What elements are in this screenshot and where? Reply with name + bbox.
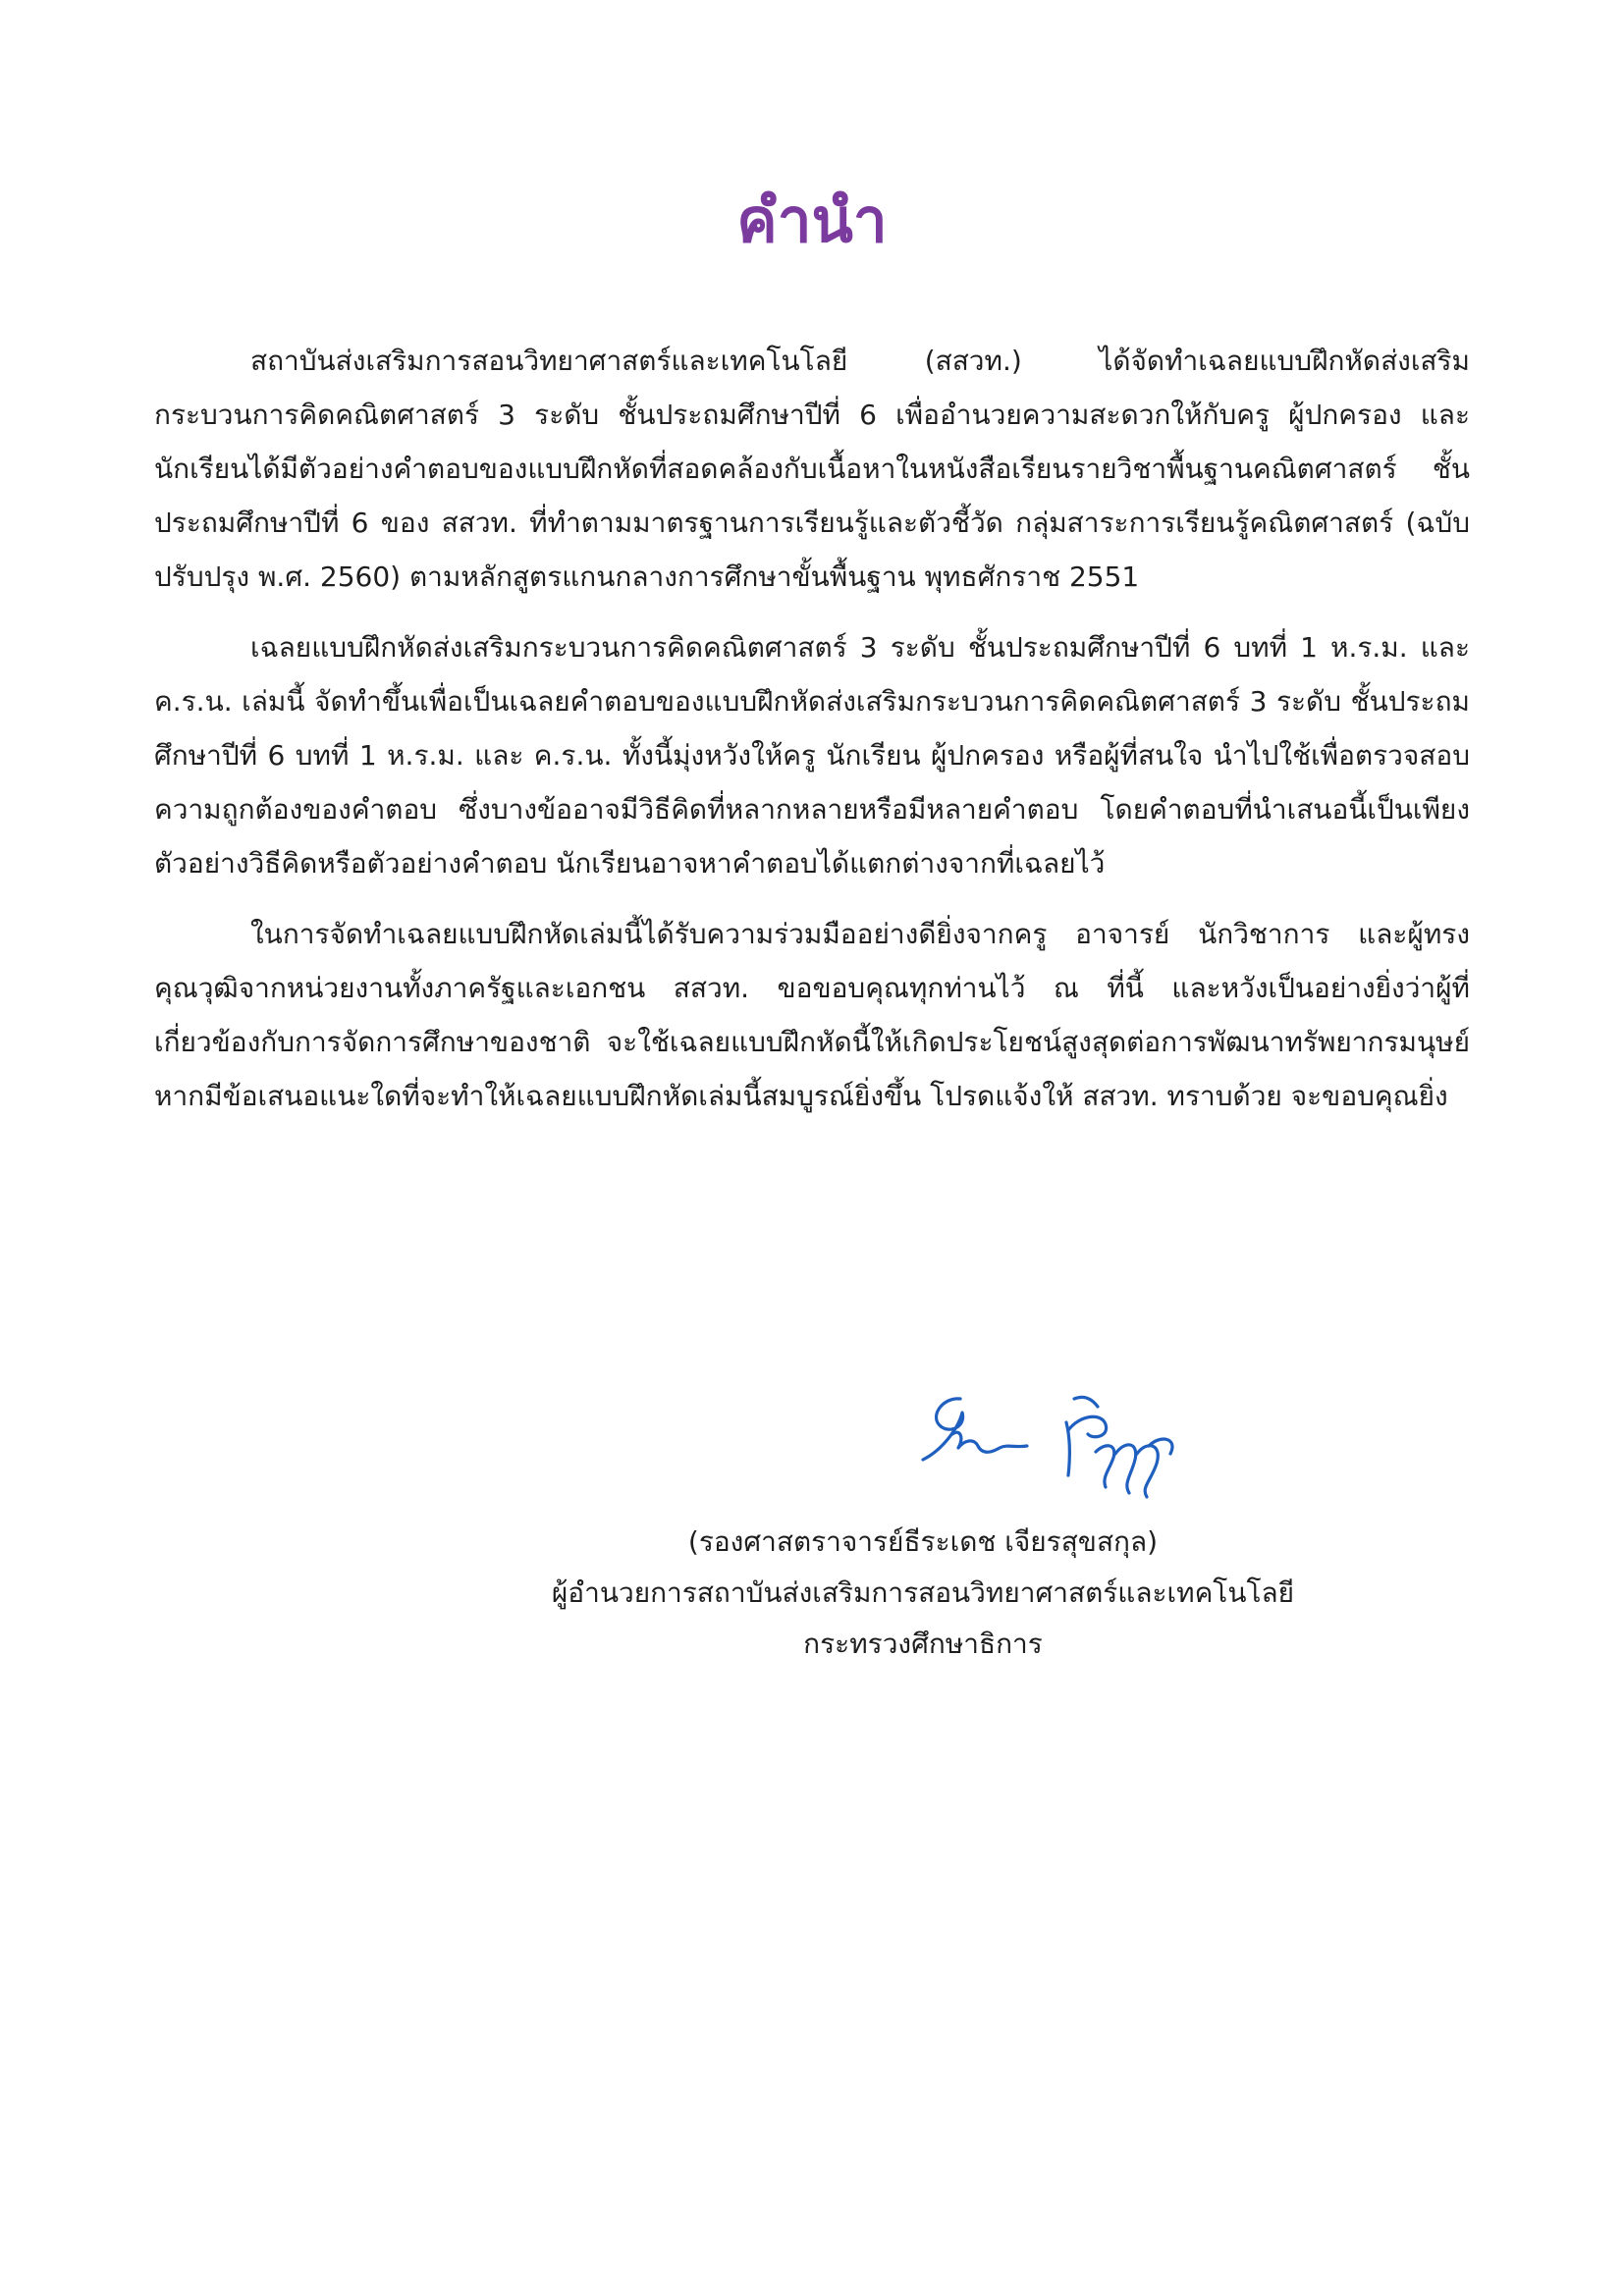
signer-name: (รองศาสตราจารย์ธีระเดช เจียรสุขสกุล) [687, 1525, 1159, 1558]
paragraph-3: ในการจัดทำเฉลยแบบฝึกหัดเล่มนี้ได้รับความร่วมมืออย่างดียิ่งจากครู อาจารย์ นักวิชาการ และผู้ทรงคุณวุฒิจากหน่วยงานทั้งภาครัฐและเอกชน สสวท. ขอขอบคุณทุกท่านไว้ ณ ที่นี้ และหวังเป็นอย่างยิ่งว่าผู้ที่เกี่ยวข้องกับการจัดการศึกษาของชาติ จะใช้เฉลยแบบฝึกหัดนี้ให้เกิดประโยชน์สูงสุดต่อการพัฒนาทรัพยากรมนุษย์ หากมีข้อเสนอแนะใดที่จะทำให้เฉลยแบบฝึกหัดเล่มนี้สมบูรณ์ยิ่งขึ้น โปรดแจ้งให้ สสวท. ทราบด้วย จะขอบคุณยิ่ง [154, 918, 1470, 1112]
signer-organization: กระทรวงศึกษาธิการ [803, 1628, 1043, 1660]
signer-position: ผู้อำนวยการสถาบันส่งเสริมการสอนวิทยาศาสตร์และเทคโนโลยี [551, 1576, 1295, 1609]
signature-image [884, 1369, 1218, 1507]
page-title: คำนำ [736, 185, 888, 256]
signer-block [550, 1517, 1296, 1670]
preface-body [154, 334, 1470, 1140]
paragraph-1: สถาบันส่งเสริมการสอนวิทยาศาสตร์และเทคโนโลยี (สสวท.) ได้จัดทำเฉลยแบบฝึกหัดส่งเสริมกระบวนการคิดคณิตศาสตร์ 3 ระดับ ชั้นประถมศึกษาปีที่ 6 เพื่ออำนวยความสะดวกให้กับครู ผู้ปกครอง และนักเรียนได้มีตัวอย่างคำตอบของแบบฝึกหัดที่สอดคล้องกับเนื้อหาในหนังสือเรียนรายวิชาพื้นฐานคณิตศาสตร์ ชั้นประถมศึกษาปีที่ 6 ของ สสวท. ที่ทำตามมาตรฐานการเรียนรู้และตัวชี้วัด กลุ่มสาระการเรียนรู้คณิตศาสตร์ (ฉบับปรับปรุง พ.ศ. 2560) ตามหลักสูตรแกนกลางการศึกษาขั้นพื้นฐาน พุทธศักราช 2551 [154, 345, 1470, 593]
paragraph-2: เฉลยแบบฝึกหัดส่งเสริมกระบวนการคิดคณิตศาสตร์ 3 ระดับ ชั้นประถมศึกษาปีที่ 6 บทที่ 1 ห.ร.ม. และ ค.ร.น. เล่มนี้ จัดทำขึ้นเพื่อเป็นเฉลยคำตอบของแบบฝึกหัดส่งเสริมกระบวนการคิดคณิตศาสตร์ 3 ระดับ ชั้นประถมศึกษาปีที่ 6 บทที่ 1 ห.ร.ม. และ ค.ร.น. ทั้งนี้มุ่งหวังให้ครู นักเรียน ผู้ปกครอง หรือผู้ที่สนใจ นำไปใช้เพื่อตรวจสอบความถูกต้องของคำตอบ ซึ่งบางข้ออาจมีวิธีคิดที่หลากหลายหรือมีหลายคำตอบ โดยคำตอบที่นำเสนอนี้เป็นเพียงตัวอย่างวิธีคิดหรือตัวอย่างคำตอบ นักเรียนอาจหาคำตอบได้แตกต่างจากที่เฉลยไว้ [154, 631, 1470, 880]
